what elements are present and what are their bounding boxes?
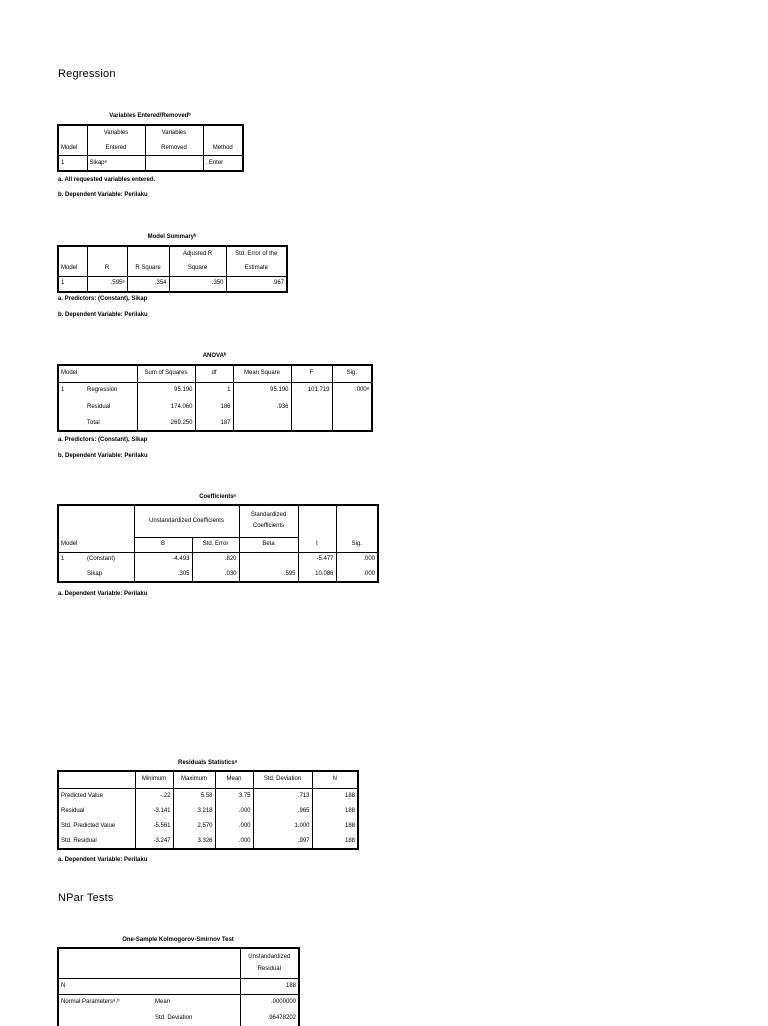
cell-ss: 269.250	[137, 416, 195, 431]
row-label: Sikap	[85, 567, 134, 582]
cell-model: 1	[58, 382, 85, 399]
header-minimum: Minimum	[135, 771, 173, 788]
cell-n: 188	[312, 819, 358, 834]
footnote: a. Predictors: (Constant), Sikap	[58, 296, 148, 302]
ks-test-caption: One-Sample Kolmogorov-Smirnov Test	[122, 937, 234, 943]
cell-method: . Enter	[203, 156, 243, 172]
cell-ms: .936	[233, 399, 291, 416]
cell-b: -4.493	[134, 552, 192, 567]
cell-ss: 95.190	[137, 382, 195, 399]
residuals-table	[57, 770, 359, 850]
header-standardized-coefficients	[239, 505, 298, 537]
cell-mean: .000	[215, 804, 253, 819]
cell-f	[291, 399, 332, 416]
row-label: Total	[85, 416, 137, 431]
ks-test-table	[57, 947, 300, 1026]
header-mean-square: Mean Square	[233, 365, 291, 382]
row-label: Regression	[85, 382, 137, 399]
cell-se: .820	[192, 552, 239, 567]
cell-std-error: .967	[226, 276, 287, 292]
cell-model: 1	[58, 156, 87, 172]
cell-value: .96478202	[240, 1010, 299, 1026]
cell-df: 186	[195, 399, 233, 416]
row-label: Predicted Value	[58, 788, 135, 804]
header-model: Model	[58, 261, 87, 276]
npar-tests-heading: NPar Tests	[58, 892, 114, 904]
row-label: Std. Residual	[58, 834, 135, 849]
footnote: a. All requested variables entered.	[58, 177, 156, 183]
cell-sig: .000ᵃ	[332, 382, 372, 399]
cell-r-square: .354	[127, 276, 169, 292]
cell-sd: .965	[253, 804, 312, 819]
cell-model: 1	[58, 552, 85, 567]
variables-entered-table	[57, 124, 244, 172]
footnote: a. Dependent Variable: Perilaku	[58, 591, 148, 597]
variables-entered-caption: Variables Entered/Removedᵇ	[109, 113, 191, 119]
anova-table	[57, 364, 373, 432]
header-r-square: R Square	[127, 261, 169, 276]
header-sig: Sig.	[336, 537, 378, 552]
cell-value: .0000000	[240, 994, 299, 1010]
cell-t: 10.086	[298, 567, 336, 582]
header-std-deviation: Std. Deviation	[253, 771, 312, 788]
cell-mean: .000	[215, 819, 253, 834]
cell-entered: Sikapᵃ	[87, 156, 145, 172]
header-unstandardized-residual	[240, 948, 299, 978]
footnote: a. Predictors: (Constant), Sikap	[58, 437, 148, 443]
cell-max: 2.570	[173, 819, 215, 834]
footnote: a. Dependent Variable: Perilaku	[58, 857, 148, 863]
footnote: b. Dependent Variable: Perilaku	[58, 192, 148, 198]
cell-r: .595ᵃ	[87, 276, 127, 292]
cell-b: .305	[134, 567, 192, 582]
header-std-error: Std. Error of the	[226, 246, 287, 261]
row-sublabel: Std. Deviation	[153, 1010, 240, 1026]
cell-max: 3.326	[173, 834, 215, 849]
cell-df: 1	[195, 382, 233, 399]
coefficients-table	[57, 504, 379, 583]
cell-sig	[332, 399, 372, 416]
cell-df: 187	[195, 416, 233, 431]
cell-mean: .000	[215, 834, 253, 849]
anova-caption: ANOVAᵇ	[202, 353, 227, 359]
row-label: Residual	[85, 399, 137, 416]
header-maximum: Maximum	[173, 771, 215, 788]
cell-n: 188	[312, 834, 358, 849]
cell-adj-r-square: .350	[169, 276, 226, 292]
cell-value: 188	[240, 978, 299, 994]
cell-n: 188	[312, 788, 358, 804]
header-standardized: Standardized	[250, 512, 287, 519]
row-label: Normal Parametersᵃ˒ᵇ	[58, 994, 153, 1010]
cell-t: -5.477	[298, 552, 336, 567]
cell-removed	[145, 156, 203, 172]
residuals-caption: Residuals Statisticsᵃ	[178, 760, 237, 766]
row-label: (Constant)	[85, 552, 134, 567]
header-sig: Sig.	[332, 365, 372, 382]
cell-min: -.22	[135, 788, 173, 804]
header-residual: Residual	[257, 965, 281, 972]
header-variables: Variables	[87, 125, 145, 141]
row-sublabel: Mean	[153, 994, 240, 1010]
header-model: Model	[58, 537, 85, 552]
footnote: b. Dependent Variable: Perilaku	[58, 453, 148, 459]
header-model: Model	[58, 365, 85, 382]
header-sum-of-squares: Sum of Squares	[137, 365, 195, 382]
row-label: N	[58, 978, 153, 994]
cell-ms	[233, 416, 291, 431]
row-label: Residual	[58, 804, 135, 819]
cell-beta: .595	[239, 567, 298, 582]
cell-sig: .000	[336, 552, 378, 567]
header-df: df	[195, 365, 233, 382]
header-coefficients: Coefficients	[252, 523, 285, 530]
header-estimate: Estimate	[226, 261, 287, 276]
header-b: B	[134, 537, 192, 552]
header-r: R	[87, 261, 127, 276]
cell-sd: .997	[253, 834, 312, 849]
header-unstandardized-coefficients: Unstandardized Coefficients	[134, 505, 239, 537]
row-label: Std. Predicted Value	[58, 819, 135, 834]
header-variables: Variables	[145, 125, 203, 141]
coefficients-caption: Coefficientsᵃ	[199, 494, 236, 500]
cell-n: 188	[312, 804, 358, 819]
header-model: Model	[58, 141, 87, 156]
header-t: t	[298, 537, 336, 552]
header-n: N	[312, 771, 358, 788]
header-entered: Entered	[87, 141, 145, 156]
header-adjusted-r: Adjusted R	[169, 246, 226, 261]
cell-sd: .713	[253, 788, 312, 804]
cell-max: 3.218	[173, 804, 215, 819]
footnote: b. Dependent Variable: Perilaku	[58, 312, 148, 318]
cell-max: 5.58	[173, 788, 215, 804]
regression-heading: Regression	[58, 68, 116, 80]
header-std-error: Std. Error	[192, 537, 239, 552]
cell-f: 101.719	[291, 382, 332, 399]
header-removed: Removed	[145, 141, 203, 156]
header-beta: Beta	[239, 537, 298, 552]
cell-model: 1	[58, 276, 87, 292]
model-summary-caption: Model Summaryᵇ	[147, 234, 197, 240]
header-method: Method	[203, 141, 243, 156]
cell-beta	[239, 552, 298, 567]
cell-sd: 1.000	[253, 819, 312, 834]
cell-ms: 95.190	[233, 382, 291, 399]
cell-sig: .000	[336, 567, 378, 582]
model-summary-table	[57, 245, 288, 293]
row-sublabel	[153, 978, 240, 994]
header-square: Square	[169, 261, 226, 276]
cell-se: .030	[192, 567, 239, 582]
cell-min: -3.141	[135, 804, 173, 819]
header-f: F	[291, 365, 332, 382]
cell-sig	[332, 416, 372, 431]
cell-f	[291, 416, 332, 431]
cell-mean: 3.75	[215, 788, 253, 804]
header-mean: Mean	[215, 771, 253, 788]
cell-ss: 174.060	[137, 399, 195, 416]
cell-min: -3.247	[135, 834, 173, 849]
cell-min: -5.561	[135, 819, 173, 834]
header-unstandardized: Unstandardized	[248, 953, 291, 960]
